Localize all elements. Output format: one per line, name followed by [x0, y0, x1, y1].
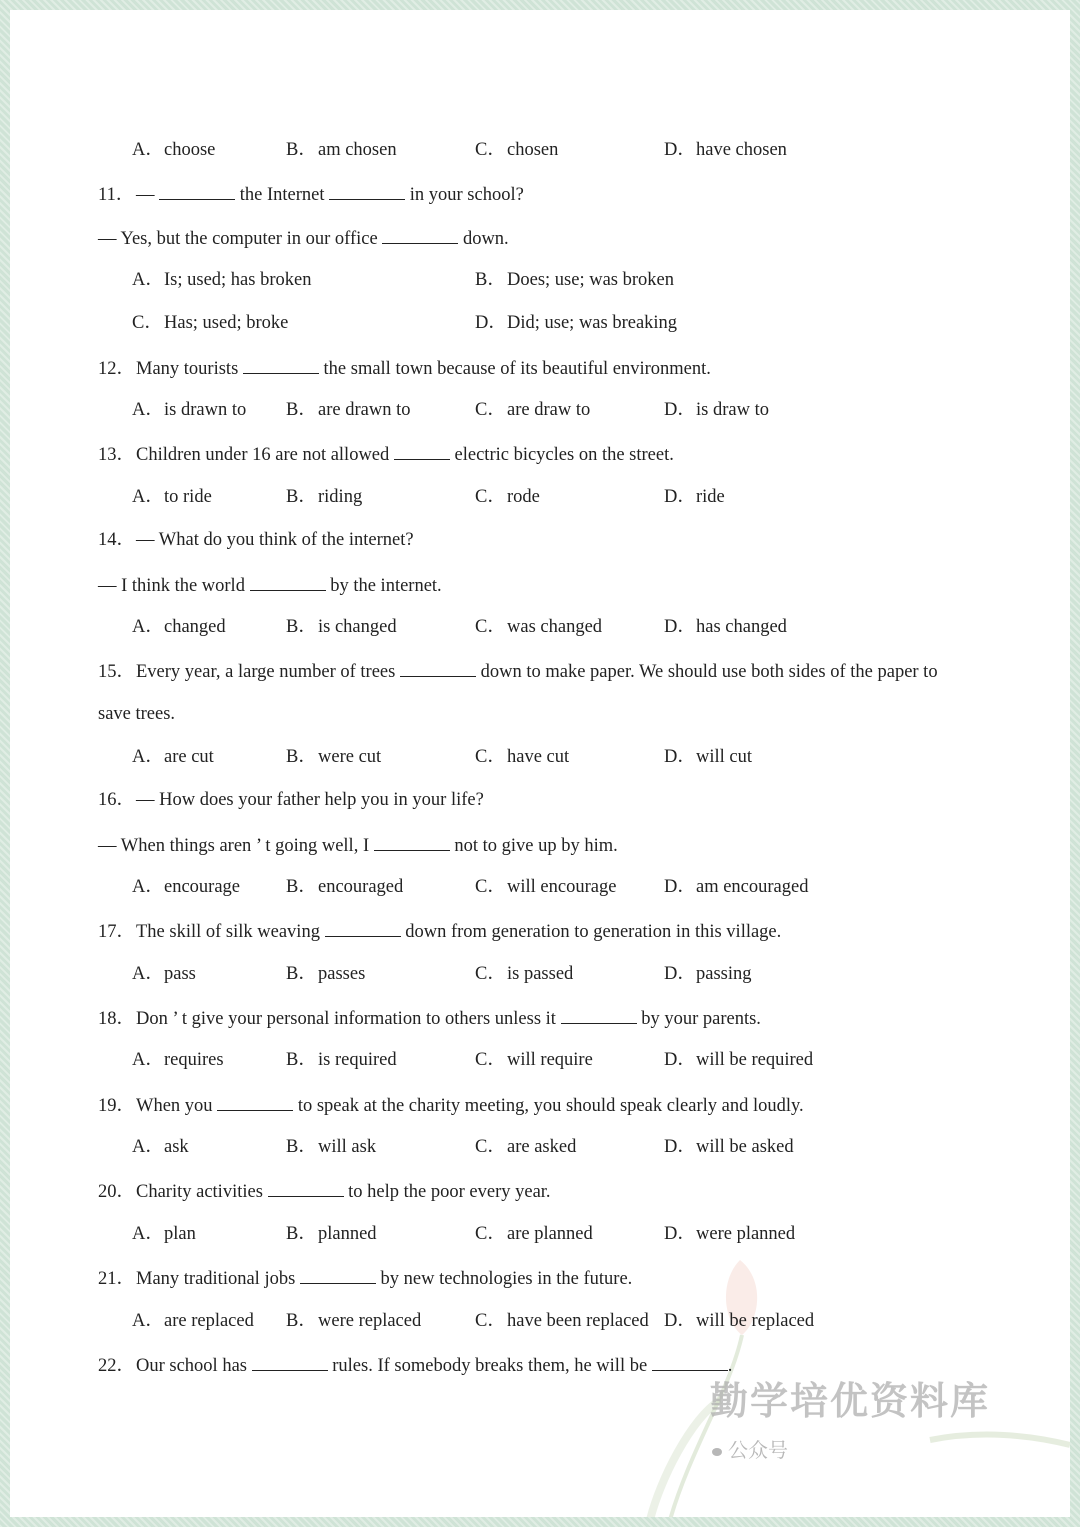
q21-option-b: B．were replaced [286, 1311, 422, 1331]
q20-option-d: D．were planned [664, 1224, 796, 1244]
answer-blank [374, 832, 450, 851]
q10-option-a: A．choose [132, 140, 216, 160]
q15-option-b: B．were cut [286, 747, 382, 767]
q10-option-b: B．am chosen [286, 140, 397, 160]
q12-option-d: D．is draw to [664, 400, 769, 420]
q11-option-d: D．Did; use; was breaking [475, 313, 678, 333]
answer-blank [400, 658, 476, 677]
answer-blank [217, 1092, 293, 1111]
q19-option-b: B．will ask [286, 1137, 377, 1157]
q13-option-c: C．rode [475, 487, 540, 507]
q19-stem: 19．When you to speak at the charity meeting, you should speak clearly and loudly. [98, 1092, 804, 1116]
q13-option-a: A．to ride [132, 487, 212, 507]
q17-stem: 17．The skill of silk weaving down from generation to generation in this village. [98, 918, 781, 942]
q11-response: — Yes, but the computer in our office down. [98, 225, 509, 249]
q20-option-b: B．planned [286, 1224, 377, 1244]
q16-option-d: D．am encouraged [664, 877, 809, 897]
answer-blank [300, 1265, 376, 1284]
q17-option-c: C．is passed [475, 964, 574, 984]
q20-option-a: A．plan [132, 1224, 196, 1244]
q16-option-c: C．will encourage [475, 877, 617, 897]
answer-blank [268, 1178, 344, 1197]
q21-option-c: C．have been replaced [475, 1311, 649, 1331]
q19-option-d: D．will be asked [664, 1137, 794, 1157]
q20-stem: 20．Charity activities to help the poor every year. [98, 1178, 551, 1202]
answer-blank [394, 441, 450, 460]
q11-stem: 11．— the Internet in your school? [98, 181, 524, 205]
q10-option-c: C．chosen [475, 140, 559, 160]
watermark-sub: 公众号 [712, 1434, 788, 1463]
q12-option-a: A．is drawn to [132, 400, 247, 420]
q12-stem: 12．Many tourists the small town because of its beautiful environment. [98, 355, 711, 379]
q16-option-b: B．encouraged [286, 877, 404, 897]
q14-stem: 14．— What do you think of the internet? [98, 530, 414, 550]
q22-stem: 22．Our school has rules. If somebody breaks them, he will be . [98, 1352, 732, 1376]
answer-blank [652, 1352, 728, 1371]
answer-blank [329, 181, 405, 200]
answer-blank [250, 572, 326, 591]
q14-option-c: C．was changed [475, 617, 603, 637]
answer-blank [243, 355, 319, 374]
exam-page [10, 10, 1070, 1517]
q21-option-a: A．are replaced [132, 1311, 254, 1331]
q15-option-c: C．have cut [475, 747, 570, 767]
watermark-title: 勤学培优资料库 [710, 1379, 991, 1423]
q14-option-b: B．is changed [286, 617, 397, 637]
q13-option-b: B．riding [286, 487, 363, 507]
q11-option-a: A．Is; used; has broken [132, 270, 312, 290]
q14-option-d: D．has changed [664, 617, 787, 637]
q17-option-b: B．passes [286, 964, 366, 984]
q15-stem: 15．Every year, a large number of trees down to make paper. We should use both sides of the paper to [98, 658, 938, 682]
q13-option-d: D．ride [664, 487, 725, 507]
q16-response: — When things aren ’ t going well, I not to give up by him. [98, 832, 618, 856]
q18-option-c: C．will require [475, 1050, 593, 1070]
q21-option-d: D．will be replaced [664, 1311, 815, 1331]
answer-blank [325, 918, 401, 937]
q18-stem: 18．Don ’ t give your personal information to others unless it by your parents. [98, 1005, 761, 1029]
q10-option-d: D．have chosen [664, 140, 787, 160]
q12-option-b: B．are drawn to [286, 400, 411, 420]
wechat-icon [712, 1448, 722, 1456]
q15-option-d: D．will cut [664, 747, 753, 767]
q14-response: — I think the world by the internet. [98, 572, 442, 596]
q16-stem: 16．— How does your father help you in your life? [98, 790, 484, 810]
q18-option-d: D．will be required [664, 1050, 814, 1070]
q17-option-a: A．pass [132, 964, 196, 984]
q11-option-c: C．Has; used; broke [132, 313, 289, 333]
q15-stem-cont: save trees. [98, 704, 176, 724]
q18-option-b: B．is required [286, 1050, 397, 1070]
q19-option-c: C．are asked [475, 1137, 577, 1157]
q20-option-c: C．are planned [475, 1224, 593, 1244]
q13-stem: 13．Children under 16 are not allowed electric bicycles on the street. [98, 441, 674, 465]
q19-option-a: A．ask [132, 1137, 189, 1157]
answer-blank [252, 1352, 328, 1371]
answer-blank [159, 181, 235, 200]
q16-option-a: A．encourage [132, 877, 241, 897]
q17-option-d: D．passing [664, 964, 752, 984]
q14-option-a: A．changed [132, 617, 226, 637]
answer-blank [561, 1005, 637, 1024]
q21-stem: 21．Many traditional jobs by new technologies in the future. [98, 1265, 632, 1289]
q15-option-a: A．are cut [132, 747, 214, 767]
tulip-leaf [930, 1435, 1070, 1445]
q18-option-a: A．requires [132, 1050, 224, 1070]
q12-option-c: C．are draw to [475, 400, 591, 420]
answer-blank [382, 225, 458, 244]
q11-option-b: B．Does; use; was broken [475, 270, 674, 290]
